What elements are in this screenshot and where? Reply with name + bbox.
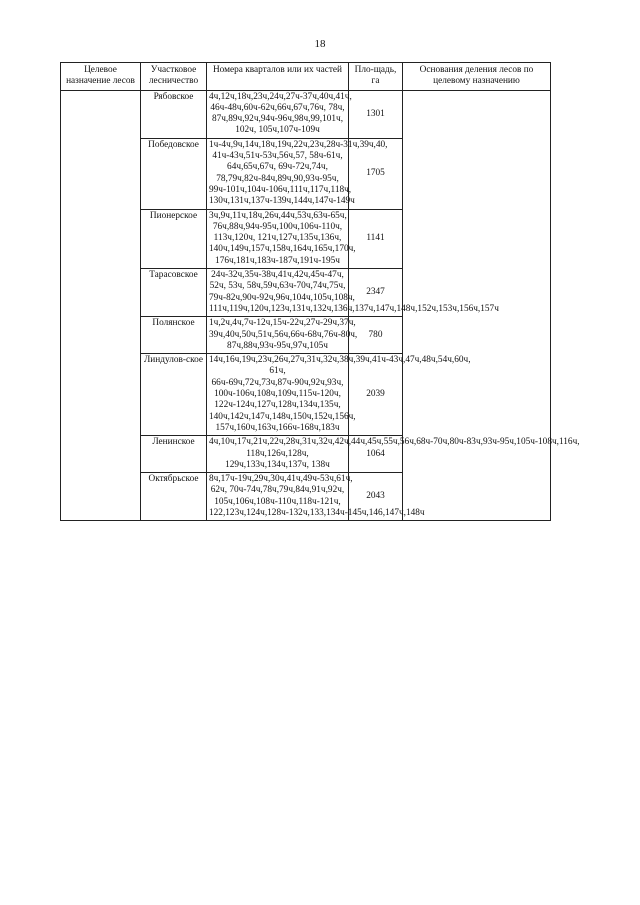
area-cell: 1301 [349,90,403,138]
district-cell: Победовское [141,138,207,209]
area-cell: 1705 [349,138,403,209]
quarters-cell: 4ч,10ч,17ч,21ч,22ч,28ч,31ч,32ч,42ч,44ч,45ч,55ч,56ч,68ч-70ч,80ч-83ч,93ч-95ч,105ч-108ч,116ч, 118ч,126ч,128ч, 129ч,133ч,134ч,137ч, 138ч [207,436,349,473]
area-cell: 2039 [349,354,403,436]
quarters-cell: 14ч,16ч,19ч,23ч,26ч,27ч,31ч,32ч,38ч,39ч,41ч-43ч,47ч,48ч,54ч,60ч, 61ч, 66ч-69ч,72ч,73ч,87ч-90ч,92ч,93ч, 100ч-106ч,108ч,109ч,115ч-120ч, 122ч-124ч,127ч,128ч,134ч,135ч, 140ч,142ч,147ч,148ч,150ч,152ч,156ч, 157ч,160ч,163ч,166ч-168ч,183ч [207,354,349,436]
quarters-cell: 1ч-4ч,9ч,14ч,18ч,19ч,22ч,23ч,28ч-31ч,39ч,40, 41ч-43ч,51ч-53ч,56ч,57, 58ч-61ч, 64ч,65ч,67ч, 69ч-72ч,74ч, 78,79ч,82ч-84ч,89ч,90,93ч-95ч, 99ч-101ч,104ч-106ч,111ч,117ч,118ч, 130ч,131ч,137ч-139ч,144ч,147ч-149ч [207,138,349,209]
district-cell: Полянское [141,317,207,354]
district-cell: Рябовское [141,90,207,138]
district-cell: Пионерское [141,209,207,268]
header-basis: Основания деления лесов по целевому назначению [403,63,551,91]
district-cell: Тарасовское [141,269,207,317]
quarters-cell: 3ч,9ч,11ч,18ч,26ч,44ч,53ч,63ч-65ч, 76ч,88ч,94ч-95ч,100ч,106ч-110ч, 113ч,120ч, 121ч,127ч,135ч,136ч, 140ч,149ч,157ч,158ч,164ч,165ч,170ч, 176ч,181ч,183ч-187ч,191ч-195ч [207,209,349,268]
area-cell: 2347 [349,269,403,317]
area-cell: 1064 [349,436,403,473]
district-cell: Октябрьское [141,473,207,521]
header-area: Пло-щадь, га [349,63,403,91]
header-quarters: Номера кварталов или их частей [207,63,349,91]
forest-division-table [60,62,580,521]
table-header-row [61,63,551,91]
area-cell: 2043 [349,473,403,521]
quarters-cell: 1ч,2ч,4ч,7ч-12ч,15ч-22ч,27ч-29ч,37ч, 39ч,40ч,50ч,51ч,56ч,66ч-68ч,76ч-80ч, 87ч,88ч,93ч-95ч,97ч,105ч [207,317,349,354]
table-row [61,90,551,138]
page-number: 18 [314,38,326,50]
area-cell: 1141 [349,209,403,268]
district-cell: Линдулов-ское [141,354,207,436]
district-cell: Ленинское [141,436,207,473]
area-cell: 780 [349,317,403,354]
quarters-cell: 8ч,17ч-19ч,29ч,30ч,41ч,49ч-53ч,61ч, 62ч, 70ч-74ч,78ч,79ч,84ч,91ч,92ч, 105ч,106ч,108ч-110ч,118ч-121ч, 122,123ч,124ч,128ч-132ч,133,134ч-145ч,146,147ч,148ч [207,473,349,521]
quarters-cell: 24ч-32ч,35ч-38ч,41ч,42ч,45ч-47ч, 52ч, 53ч, 58ч,59ч,63ч-70ч,74ч,75ч, 79ч-82ч,90ч-92ч,96ч,104ч,105ч,108ч, 111ч,119ч,120ч,123ч,131ч,132ч,136ч,137ч,147ч,148ч,152ч,153ч,156ч,157ч [207,269,349,317]
header-district: Участковое лесничество [141,63,207,91]
header-purpose: Целевое назначение лесов [61,63,141,91]
purpose-cell [61,90,141,521]
quarters-cell: 4ч,12ч,18ч,23ч,24ч,27ч-37ч,40ч,41ч, 46ч-48ч,60ч-62ч,66ч,67ч,76ч, 78ч, 87ч,89ч,92ч,94ч-96ч,98ч,99,101ч, 102ч, 105ч,107ч-109ч [207,90,349,138]
